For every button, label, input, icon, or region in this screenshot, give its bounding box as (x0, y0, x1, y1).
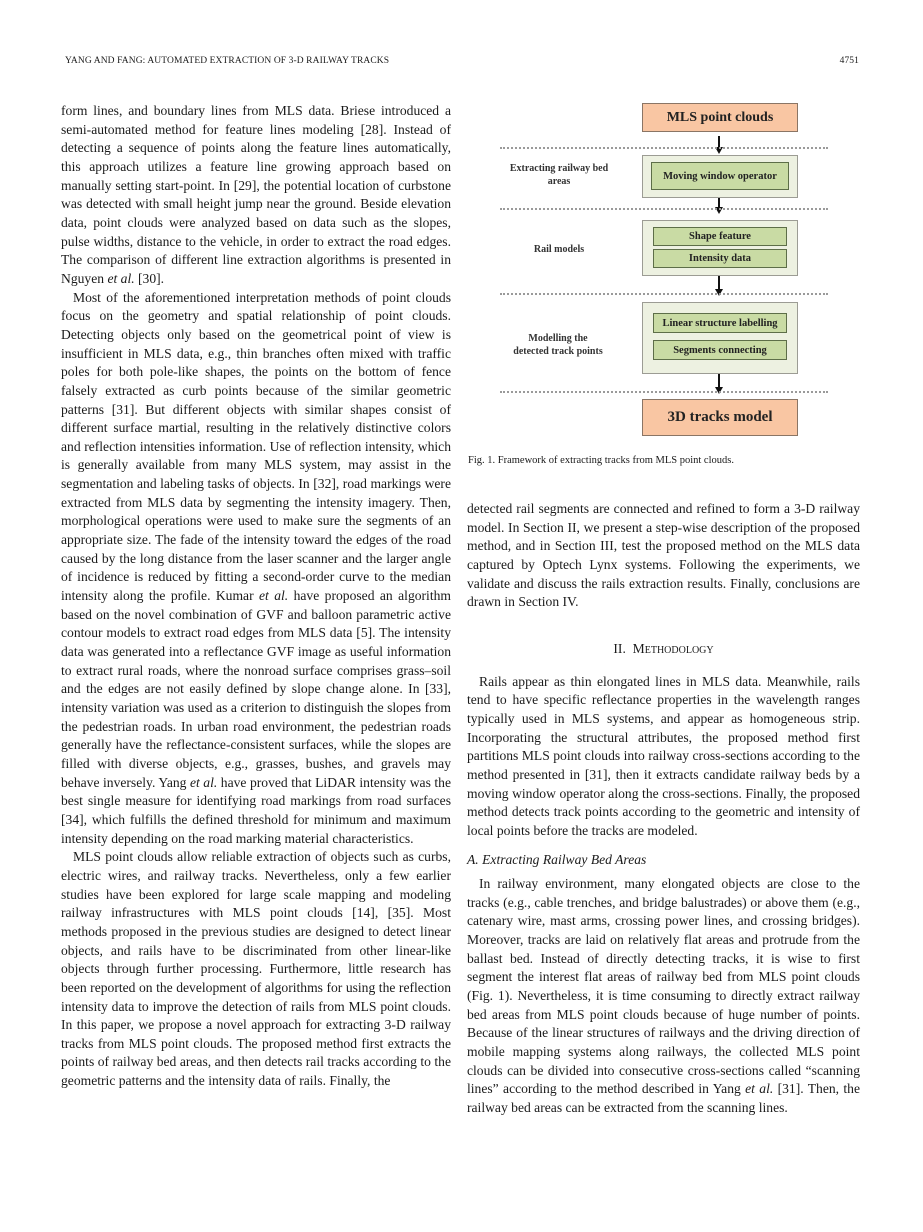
section-heading: II. Methodology (613, 640, 714, 656)
stage-divider (500, 391, 828, 393)
paragraph: Most of the aforementioned interpretation methods of point clouds focus on the geometry and spatial relationship of point clouds. Detecting objects only based on the geometrical point of view is insufficient in MLS data, e.g., thin branches often mixed with traffic poles for both pole-like shapes, the points on the bottom of fence falsely extracted as curb points because of the similar geometric patterns [31]. But different objects with similar shapes consist of different surface martial, resulting in the relatively distinctive colors and reflection intensities information. Use of reflection intensity, which is generally available from many MLS system, may assist in the segmentation and labeling tasks of objects. In [32], road markings were extracted from MLS data by segmenting the intensity imagery. Then, morphological operations were used to make sure the segments of an appropriate size. The fade of the intensity toward the edges of the road caused by the long distance from the laser scanner and the larger angle of incidence is reduced by fitting a second-order curve to the median intensity along the profile. Kumar et al. have proposed an algorithm based on the novel combination of GVF and balloon parametric active contour models to extract road edges from MLS data [5]. The intensity data was generated into a reflectance GVF image as useful information to extract rural roads, where the nonroad surface comprises grass–soil and the edges are not easily defined by slope change alone. In [33], intensity variation was used as a criterion to distinguish the slopes from the pedestrian roads. In urban road environment, the pedestrian roads generally have the reflectance-consistent surfaces, while the slopes are filled with diverse objects, e.g., grasses, bushes, and gravels may behave inversely. Yang et al. have proved that LiDAR intensity was the best single measure for identifying road markings from road surfaces [34], which fulfills the defined threshold for minimum and maximum intensity depending on the road marking material characteristics. (61, 289, 452, 846)
stage-divider (500, 147, 828, 149)
stage-box-rail-models (642, 220, 798, 276)
stage-label: Modelling the detected track points (513, 333, 603, 357)
mls-point-clouds-box: MLS point clouds (642, 103, 798, 132)
paragraph: Rails appear as thin elongated lines in MLS data. Meanwhile, rails tend to have specific reflectance properties in the wavelength ranges typically used in MLS systems, and appear as homogeneous strip. Incorporating the structural attributes, the proposed method first partitions MLS point clouds into railway cross-sections according to the method presented in [31], then it extracts candidate railway beds by a moving window operator along the cross-sections. Finally, the proposed method detects track points according to the geometric and intensity of local points before the tracks are modeled. (467, 673, 860, 838)
stage-divider (500, 208, 828, 210)
stage-box-modelling (642, 302, 798, 374)
page-number: 4751 (839, 56, 859, 66)
step-box: Linear structure labelling (653, 313, 787, 333)
step-box: Shape feature (653, 227, 787, 246)
stage-box-extracting (642, 155, 798, 198)
paragraph: form lines, and boundary lines from MLS data. Briese introduced a semi-automated method for feature lines modeling [28]. Instead of detecting a sequence of points along the feature lines automatically, this approach utilizes a feature line growing approach based on manually setting start-point. In [29], the potential location of curbstone was detected with small height jump near the ground. Beside elevation data, point clouds were analyzed based on data such as the slopes, pulse widths, distance to the vehicle, in order to extract the road edges. The comparison of different line extraction algorithms is presented in Nguyen et al. [30]. (61, 103, 451, 286)
running-header (65, 56, 859, 72)
right-column (467, 500, 860, 1118)
paragraph: detected rail segments are connected and refined to form a 3-D railway model. In Section II, we present a step-wise description of the proposed method, and in Section III, test the proposed method on the MLS data captured by Optech Lynx systems. Following the experiments, we validate and discuss the rails extraction results. Finally, conclusions are drawn in Section IV. (467, 501, 860, 610)
subsection-heading: A. Extracting Railway Bed Areas (467, 851, 647, 867)
figure-caption: Fig. 1. Framework of extracting tracks from MLS point clouds. (468, 455, 734, 466)
step-box: Segments connecting (653, 340, 787, 360)
step-box: Moving window operator (651, 162, 789, 190)
running-title: YANG AND FANG: AUTOMATED EXTRACTION OF 3-D RAILWAY TRACKS (65, 56, 390, 66)
stage-divider (500, 293, 828, 295)
figure-1-flowchart (496, 100, 832, 440)
paragraph: MLS point clouds allow reliable extraction of objects such as curbs, electric wires, and railway tracks. Nevertheless, only a few earlier studies have been explored for large scale mapping and modeling railway infrastructures with MLS point clouds [14], [35]. Most methods proposed in the previous studies are designed to detect linear objects, and rails have to be discriminated from other linear-like objects through further processing. Furthermore, little research has been reported on the development of algorithms for using the reflection intensity data to improve the detection of rails from MLS point clouds. In this paper, we propose a novel approach for extracting 3-D railway tracks from MLS point clouds. The proposed method first extracts the points of railway bed areas, and then detects rail tracks according to the geometric patterns and the intensity data of rails. Finally, the (61, 849, 451, 1089)
stage-label: Extracting railway bed areas (509, 163, 609, 187)
step-box: Intensity data (653, 249, 787, 268)
3d-tracks-model-box: 3D tracks model (642, 399, 798, 436)
left-column (61, 102, 451, 1091)
stage-label: Rail models (533, 244, 585, 255)
paragraph: In railway environment, many elongated objects are close to the tracks (e.g., cable trenches, and bridge balustrades) or above them (e.g., catenary wire, mast arms, crossing power lines, and crossing bridges). Moreover, tracks are laid on relatively flat areas and protrude from the ballast bed. Instead of directly detecting tracks, it is wise to first segment the interest flat areas of railway bed from MLS point clouds (Fig. 1). Nevertheless, it is time consuming to directly extract railway bed areas from MLS point clouds because of huge number of points. Because of the linear structures of railways and the driving direction of mobile mapping systems along railways, the collected MLS point clouds can be divided into consecutive cross-sections called “scanning lines” according to the method described in Yang et al. [31]. Then, the railway bed areas can be extracted from the scanning lines. (467, 876, 860, 1116)
